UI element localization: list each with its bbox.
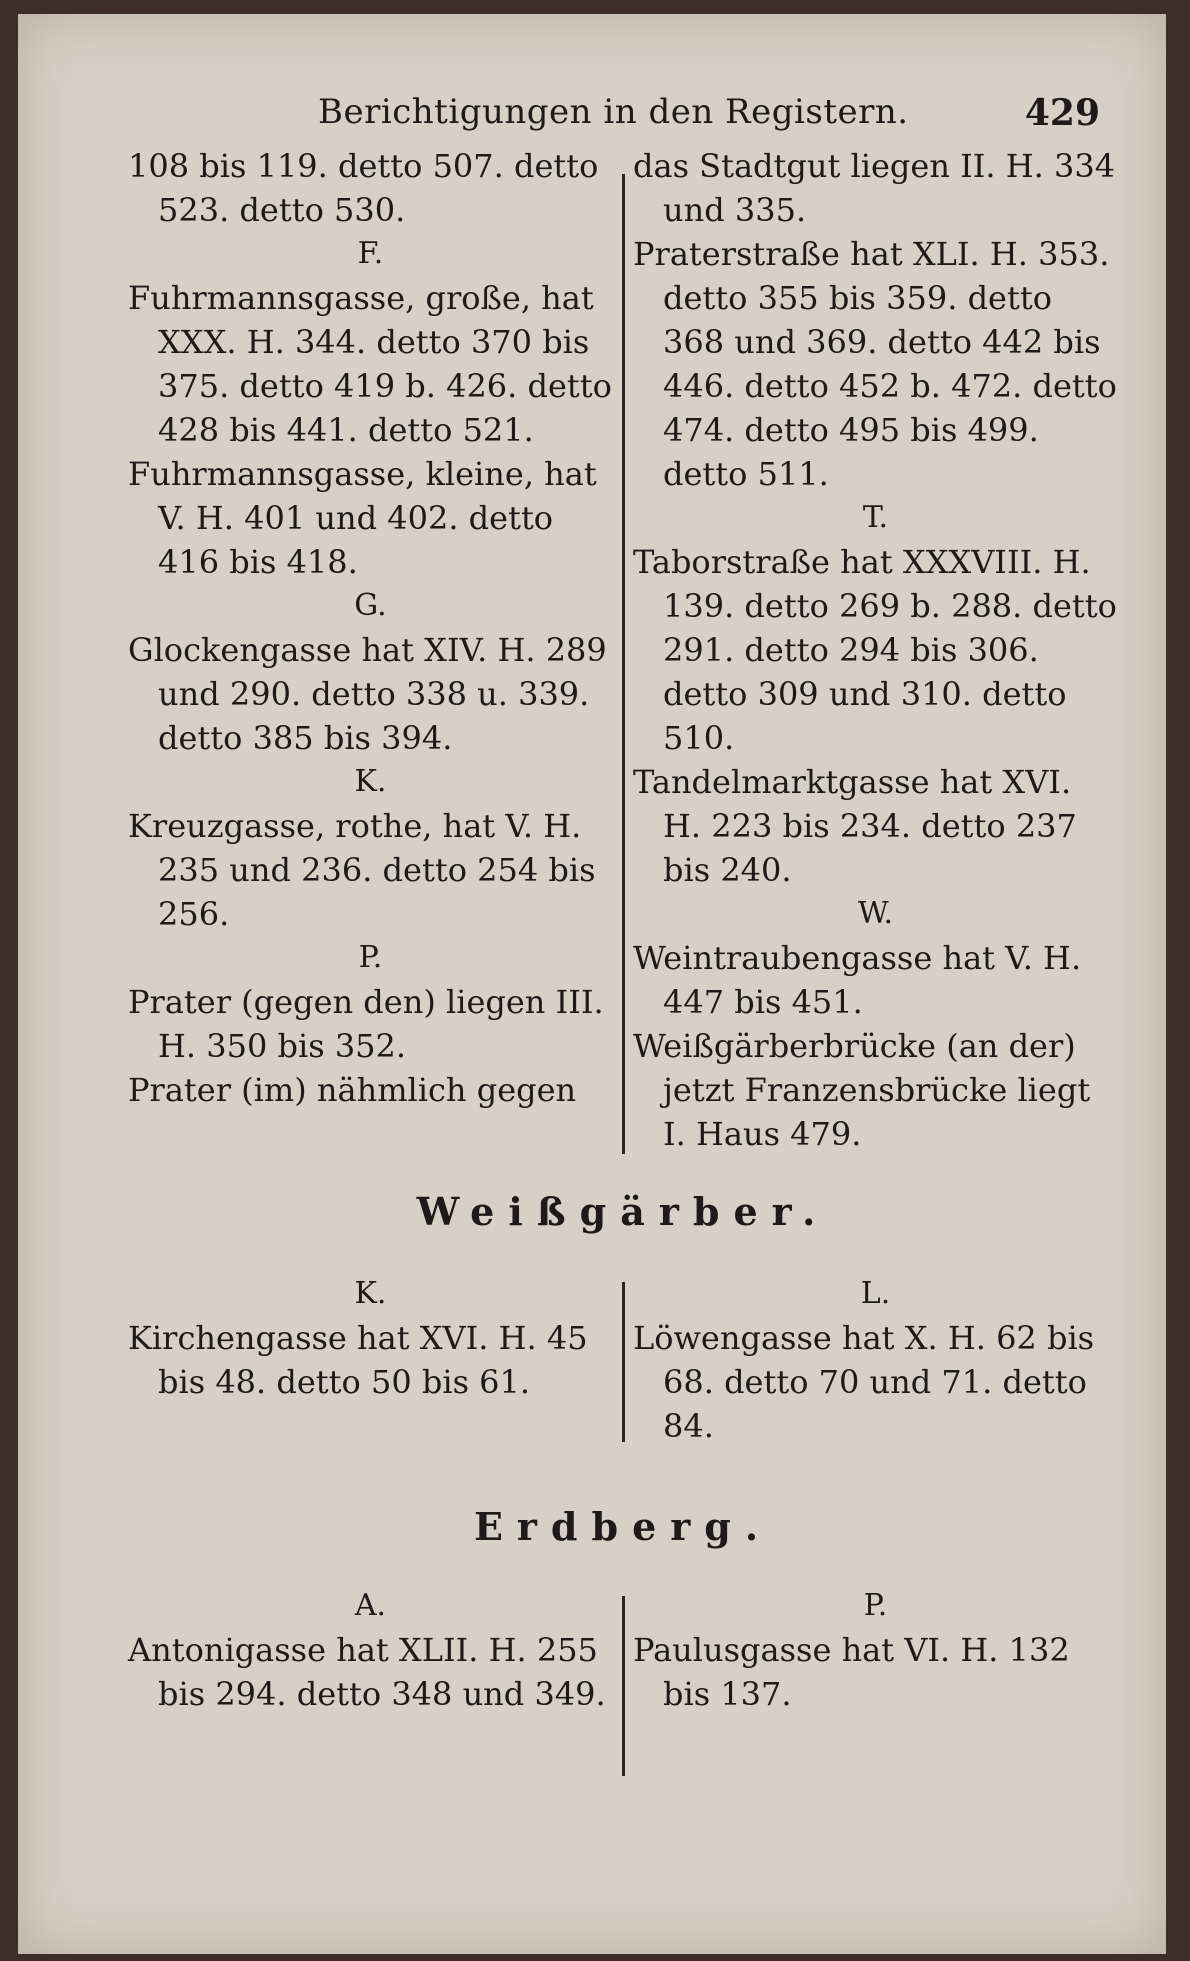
left-column [128, 1272, 613, 1404]
index-entry: Tandelmarktgasse hat XVI. H. 223 bis 234. detto 237 bis 240. [633, 763, 1077, 889]
section-title-erdberg: Erdberg. [473, 1504, 773, 1549]
left-column [128, 144, 613, 1112]
section-leopoldstadt-continued [128, 144, 1118, 1154]
letter-heading: T. [862, 500, 889, 535]
index-entry: Praterstraße hat XLI. H. 353. detto 355 bis 359. detto 368 und 369. detto 442 bis 446. detto 452 b. 472. detto 474. detto 495 bis 499. detto 511. [633, 235, 1117, 493]
letter-heading: P. [358, 940, 383, 975]
section-title-weissgaerber: Weißgärber. [416, 1189, 830, 1234]
index-entry: Kreuzgasse, rothe, hat V. H. 235 und 236. detto 254 bis 256. [128, 807, 596, 933]
index-entry: Löwengasse hat X. H. 62 bis 68. detto 70 und 71. detto 84. [633, 1319, 1095, 1445]
index-entry: Glockengasse hat XIV. H. 289 und 290. detto 338 u. 339. detto 385 bis 394. [128, 631, 607, 757]
running-title: Berichtigungen in den Registern. [318, 92, 909, 132]
index-entry: Weißgärberbrücke (an der) jetzt Franzensbrücke liegt I. Haus 479. [633, 1027, 1091, 1153]
index-entry: Paulusgasse hat VI. H. 132 bis 137. [633, 1631, 1070, 1713]
index-entry: 108 bis 119. detto 507. detto 523. detto 530. [128, 147, 599, 229]
index-entry: Prater (im) nähmlich gegen [128, 1071, 577, 1109]
index-entry: Weintraubengasse hat V. H. 447 bis 451. [633, 939, 1082, 1021]
right-column [633, 144, 1118, 1156]
letter-heading: L. [860, 1276, 891, 1311]
letter-heading: A. [354, 1588, 387, 1623]
column-divider [622, 1596, 625, 1776]
right-column [633, 1272, 1118, 1448]
column-divider [622, 1282, 625, 1442]
book-page [18, 14, 1166, 1954]
left-column [128, 1584, 613, 1716]
index-entry: Fuhrmannsgasse, kleine, hat V. H. 401 und 402. detto 416 bis 418. [128, 455, 597, 581]
index-entry: Prater (gegen den) liegen III. H. 350 bis 352. [128, 983, 604, 1065]
right-column [633, 1584, 1118, 1716]
index-entry: Fuhrmannsgasse, große, hat XXX. H. 344. detto 370 bis 375. detto 419 b. 426. detto 428 bis 441. detto 521. [128, 279, 612, 449]
index-entry: Taborstraße hat XXXVIII. H. 139. detto 269 b. 288. detto 291. detto 294 bis 306. detto 309 und 310. detto 510. [633, 543, 1117, 757]
page-header [318, 92, 1118, 142]
column-divider [622, 174, 625, 1154]
letter-heading: W. [857, 896, 894, 931]
section-erdberg [128, 1584, 1118, 1764]
letter-heading: G. [354, 588, 387, 623]
page-number: 429 [1024, 92, 1100, 134]
letter-heading: K. [354, 1276, 387, 1311]
index-entry: Kirchengasse hat XVI. H. 45 bis 48. detto 50 bis 61. [128, 1319, 588, 1401]
letter-heading: K. [354, 764, 387, 799]
index-entry: Antonigasse hat XLII. H. 255 bis 294. detto 348 und 349. [128, 1631, 606, 1713]
index-entry: das Stadtgut liegen II. H. 334 und 335. [633, 147, 1116, 229]
letter-heading: F. [357, 236, 384, 271]
letter-heading: P. [863, 1588, 888, 1623]
section-weissgaerber [128, 1272, 1118, 1445]
